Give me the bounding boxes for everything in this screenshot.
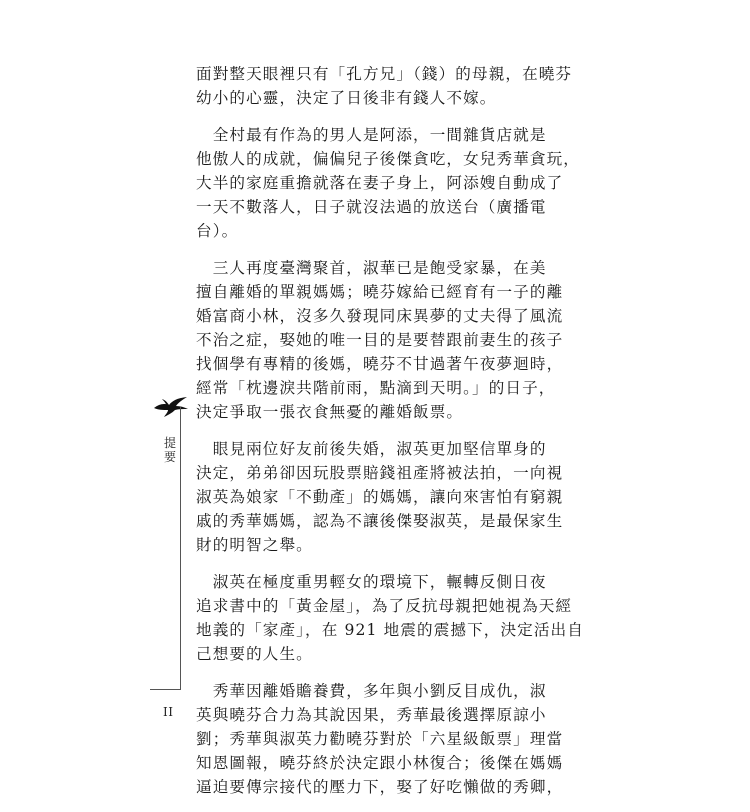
text-line: 幼小的心靈，決定了日後非有錢人不嫁。 — [196, 89, 497, 107]
text-line: 一天不數落人，日子就沒法過的放送台（廣播電 — [196, 198, 547, 216]
margin-rule-foot — [150, 689, 181, 690]
margin-rule — [180, 407, 181, 690]
paragraph — [196, 123, 580, 243]
text-line: 淑英在極度重男輕女的環境下，輾轉反側日夜 — [196, 573, 547, 591]
section-label-char: 要 — [163, 450, 176, 464]
text-line: 三人再度臺灣聚首，淑華已是飽受家暴，在美 — [196, 259, 547, 277]
section-label-char: 提 — [163, 436, 176, 450]
text-line: 決定爭取一張衣食無憂的離婚飯票。 — [196, 403, 464, 421]
paragraph — [196, 62, 573, 110]
text-line: 財的明智之舉。 — [196, 536, 313, 554]
text-line: 不治之症，娶她的唯一目的是要替跟前妻生的孩子 — [196, 331, 564, 349]
paragraph — [196, 679, 564, 799]
page-number: II — [163, 705, 174, 719]
body-text — [196, 62, 584, 812]
text-line: 擅自離婚的單親媽媽；曉芬嫁給已經育有一子的離 — [196, 283, 564, 301]
text-line: 面對整天眼裡只有「孔方兄」（錢）的母親，在曉芬 — [196, 65, 573, 83]
text-line: 找個學有專精的後媽，曉芬不甘過著午夜夢迴時， — [196, 355, 564, 373]
text-line: 地義的「家產」，在 921 地震的震撼下，決定活出自 — [196, 621, 584, 639]
text-line: 己想要的人生。 — [196, 645, 313, 663]
text-line: 他傲人的成就，偏偏兒子後傑貪吃，女兒秀華貪玩， — [196, 150, 580, 168]
bird-icon — [153, 396, 189, 418]
paragraph — [196, 570, 584, 666]
text-line: 逼迫要傳宗接代的壓力下，娶了好吃懶做的秀卿， — [196, 778, 564, 796]
text-line: 追求書中的「黃金屋」，為了反抗母親把她視為天經 — [196, 597, 573, 615]
text-line: 劉；秀華與淑英力勸曉芬對於「六星級飯票」理當 — [196, 730, 564, 748]
text-line: 決定，弟弟卻因玩股票賠錢祖產將被法拍，一向視 — [196, 464, 564, 482]
text-line: 知恩圖報，曉芬終於決定跟小林復合；後傑在媽媽 — [196, 754, 564, 772]
paragraph — [196, 256, 564, 424]
text-line: 淑英為娘家「不動產」的媽媽，讓向來害怕有窮親 — [196, 488, 564, 506]
text-line: 大半的家庭重擔就落在妻子身上，阿添嫂自動成了 — [196, 174, 564, 192]
text-line: 經常「枕邊淚共階前雨，點滴到天明。」的日子， — [196, 379, 556, 397]
text-line: 台）。 — [196, 222, 239, 240]
text-line: 婚富商小林，沒多久發現同床異夢的丈夫得了風流 — [196, 307, 564, 325]
text-line: 戚的秀華媽媽，認為不讓後傑娶淑英，是最保家生 — [196, 512, 564, 530]
text-line: 全村最有作為的男人是阿添，一間雜貨店就是 — [196, 126, 547, 144]
text-line: 秀華因離婚贍養費，多年與小劉反目成仇，淑 — [196, 682, 547, 700]
paragraph — [196, 437, 564, 557]
section-label — [162, 436, 178, 464]
text-line: 眼見兩位好友前後失婚，淑英更加堅信單身的 — [196, 440, 547, 458]
text-line: 英與曉芬合力為其說因果，秀華最後選擇原諒小 — [196, 706, 547, 724]
